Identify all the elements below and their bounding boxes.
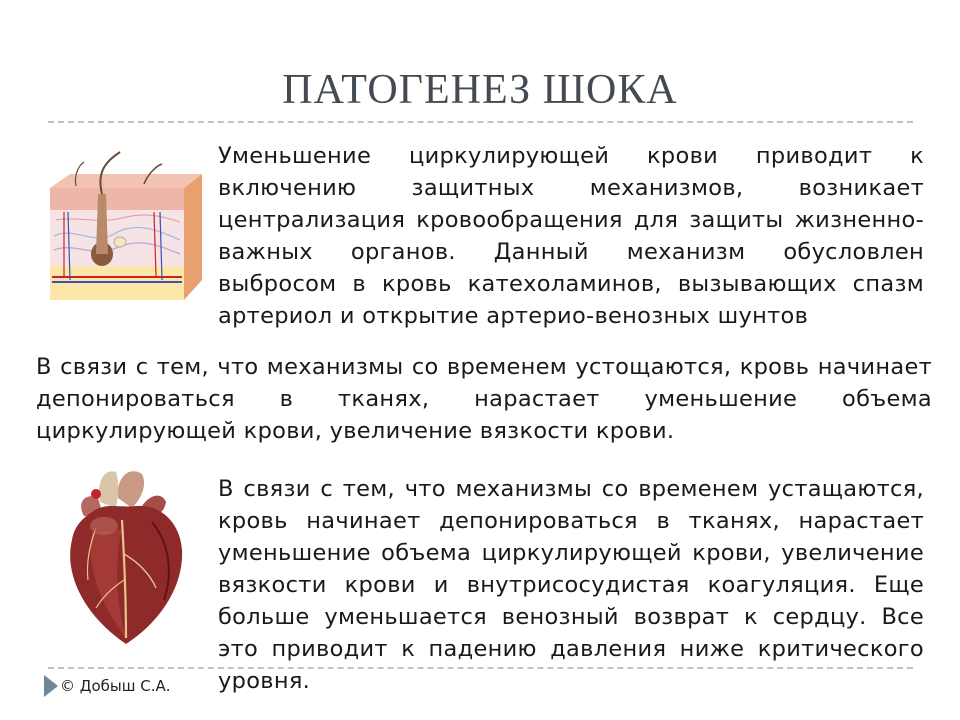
paragraph-depletion: В связи с тем, что механизмы со временем устощаются, кровь начинает депонироваться в тканях, нарастает уменьшение объема циркулирующей крови, увеличение вязкости крови. — [36, 354, 932, 444]
paragraph-centralization: Уменьшение циркулирующей крови приводит к включению защитных механизмов, возникает централизация кровообращения для защиты жизненно-важных органов. Данный механизм обусловлен выбросом в кровь катехоламинов, вызывающих спазм артериол и открытие артерио-венозных шунтов — [218, 143, 924, 329]
author-credit: © Добыш С.А. — [60, 677, 171, 695]
heart-image — [56, 462, 196, 646]
bullet-triangle-icon — [44, 675, 58, 697]
paragraph-coagulation: В связи с тем, что механизмы со временем устащаются, кровь начинает депонироваться в тканях, нарастает уменьшение объема циркулирующей крови, увеличение вязкости крови и внутрисосудистая коагуляция. Еще больше уменьшается венозный возврат к сердцу. Все это приводит к падению давления ниже критического уровня. — [218, 476, 924, 694]
footer-divider — [48, 667, 913, 669]
title-divider — [48, 121, 913, 123]
slide-title: ПАТОГЕНЕЗ ШОКА — [282, 67, 678, 113]
skin-cross-section-image — [44, 150, 209, 310]
footer — [44, 675, 171, 697]
